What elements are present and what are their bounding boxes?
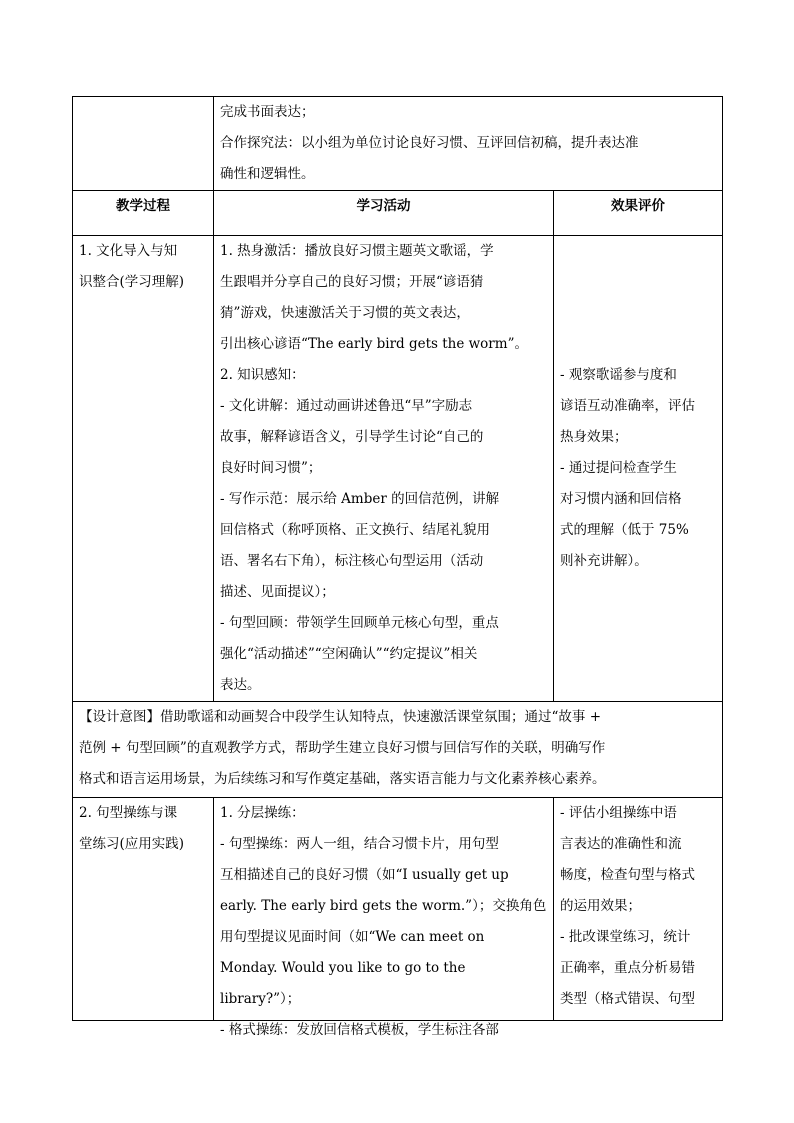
design-intent-line: 范例 + 句型回顾”的直观教学方式，帮助学生建立良好习惯与回信写作的关联，明确写作 xyxy=(79,740,606,756)
evaluation-line: 式的理解（低于 75% xyxy=(560,522,689,538)
evaluation-line: - 通过提问检查学生 xyxy=(560,460,677,476)
activity-line: - 写作示范：展示给 Amber 的回信范例，讲解 xyxy=(220,491,500,507)
methods-cell xyxy=(214,97,723,191)
methods-line: 合作探究法：以小组为单位讨论良好习惯、互评回信初稿，提升表达准 xyxy=(220,135,639,151)
activity-line: - 格式操练：发放回信格式模板，学生标注各部 xyxy=(220,1022,499,1038)
activity-line: 生跟唱并分享自己的良好习惯；开展“谚语猜 xyxy=(220,274,484,290)
stage-2-title-line: 2. 句型操练与课 xyxy=(79,805,178,821)
activity-line: 2. 知识感知： xyxy=(220,367,305,383)
activity-line: 互相描述自己的良好习惯（如“I usually get up xyxy=(220,867,509,883)
evaluation-line: 热身效果； xyxy=(560,429,628,445)
evaluation-line: 畅度，检查句型与格式 xyxy=(560,867,695,883)
stage-2-activities xyxy=(214,798,554,1038)
activity-line: early. The early bird gets the worm.”）；交换角色 xyxy=(220,898,547,914)
lesson-plan-table xyxy=(72,96,723,1038)
evaluation-line: 则补充讲解）。 xyxy=(560,553,648,569)
stage-2-evaluation xyxy=(554,798,723,1021)
activity-line: 1. 热身激活：播放良好习惯主题英文歌谣，学 xyxy=(220,243,494,259)
stage-1-title xyxy=(73,236,214,702)
activity-line: 用句型提议见面时间（如“We can meet on xyxy=(220,929,485,945)
stage-1-title-line: 识整合(学习理解) xyxy=(79,274,185,290)
activity-line: 强化“活动描述”“空闲确认”“约定提议”相关 xyxy=(220,646,478,662)
evaluation-line: 言表达的准确性和流 xyxy=(560,836,682,852)
evaluation-line: - 评估小组操练中语 xyxy=(560,805,677,821)
stage-2-title xyxy=(73,798,214,1021)
evaluation-line: 正确率，重点分析易错 xyxy=(560,960,695,976)
design-intent-line: 【设计意图】借助歌谣和动画契合中段学生认知特点，快速激活课堂氛围；通过“故事 + xyxy=(79,709,602,725)
methods-row-blank-cell xyxy=(73,97,214,191)
activity-line: 描述、见面提议）； xyxy=(220,584,335,600)
evaluation-line: 的运用效果； xyxy=(560,898,641,914)
activity-line: - 句型操练：两人一组，结合习惯卡片，用句型 xyxy=(220,836,499,852)
activity-line: 引出核心谚语“The early bird gets the worm”。 xyxy=(220,336,528,352)
activity-line: 1. 分层操练： xyxy=(220,805,305,821)
activity-line: 故事，解释谚语含义，引导学生讨论“自己的 xyxy=(220,429,484,445)
activity-line: - 句型回顾：带领学生回顾单元核心句型，重点 xyxy=(220,615,499,631)
methods-row xyxy=(73,97,723,191)
evaluation-line: 谚语互动准确率，评估 xyxy=(560,398,695,414)
table-header-row xyxy=(73,191,723,236)
header-learning-activity: 学习活动 xyxy=(214,191,554,236)
stage-1-row xyxy=(73,236,723,702)
evaluation-line: - 观察歌谣参与度和 xyxy=(560,367,677,383)
activity-line: 良好时间习惯”； xyxy=(220,460,322,476)
stage-1-activities xyxy=(214,236,554,702)
stage-2-title-line: 堂练习(应用实践) xyxy=(79,836,185,852)
stage-2-row xyxy=(73,798,723,1021)
evaluation-line: 类型（格式错误、句型 xyxy=(560,991,695,1007)
methods-line: 确性和逻辑性。 xyxy=(220,166,315,182)
header-effect-evaluation: 效果评价 xyxy=(554,191,723,236)
activity-line: - 文化讲解：通过动画讲述鲁迅“早”字励志 xyxy=(220,398,473,414)
stage-1-title-line: 1. 文化导入与知 xyxy=(79,243,178,259)
activity-line: 回信格式（称呼顶格、正文换行、结尾礼貌用 xyxy=(220,522,490,538)
evaluation-line: - 批改课堂练习，统计 xyxy=(560,929,691,945)
activity-line: 表达。 xyxy=(220,677,261,693)
design-intent-row xyxy=(73,702,723,798)
header-teaching-process: 教学过程 xyxy=(73,191,214,236)
activity-line: 语、署名右下角），标注核心句型运用（活动 xyxy=(220,553,484,569)
activity-line: 猜”游戏，快速激活关于习惯的英文表达， xyxy=(220,305,470,321)
stage-1-evaluation xyxy=(554,236,723,702)
design-intent-cell xyxy=(73,702,723,798)
evaluation-line: 对习惯内涵和回信格 xyxy=(560,491,682,507)
methods-line: 完成书面表达； xyxy=(220,104,315,120)
design-intent-line: 格式和语言运用场景，为后续练习和写作奠定基础，落实语言能力与文化素养核心素养。 xyxy=(79,771,606,787)
activity-line: Monday. Would you like to go to the library?”）； xyxy=(220,960,466,1007)
